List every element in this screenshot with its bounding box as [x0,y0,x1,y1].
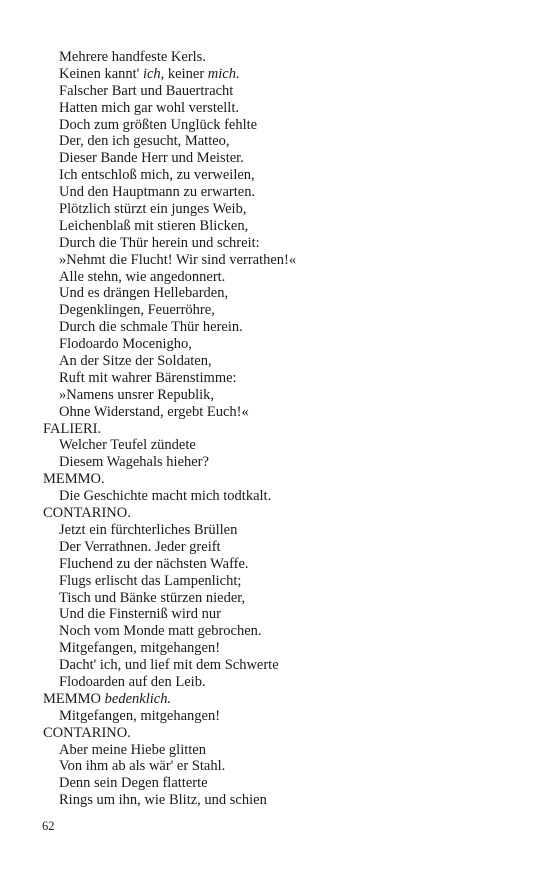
verse-line [43,218,523,235]
verse-line [43,133,523,150]
text-run: Welcher Teufel zündete [59,437,196,454]
text-run: Doch zum größten Unglück fehlte [59,116,258,133]
text-run: Alle stehn, wie angedonnert. [59,268,226,285]
text-run: Flugs erlischt das Lampenlicht; [59,572,242,589]
text-run: Mehrere handfeste Kerls. [59,49,206,65]
verse-line [43,590,523,607]
verse-line [43,100,523,117]
speaker-line [43,725,523,742]
verse-line [43,252,523,269]
text-run: keiner [164,65,208,82]
verse-line [43,556,523,573]
verse-line [43,488,523,505]
text-run: Durch die Thür herein und schreit: [59,234,260,251]
speaker-line [43,471,523,488]
text-run: Aber meine Hiebe glitten [59,741,206,758]
text-run: CONTARINO. [43,505,131,522]
text-run: Mitgefangen, mitgehangen! [59,640,221,657]
text-run: Jetzt ein fürchterliches Brüllen [59,521,238,538]
text-run: Keinen kannt' [59,65,143,82]
text-run: Tisch und Bänke stürzen nieder, [59,589,246,606]
text-run: Und die Finsterniß wird nur [59,606,221,623]
verse-line [43,370,523,387]
verse-line [43,539,523,556]
verse-line [43,775,523,792]
text-run: Noch vom Monde matt gebrochen. [59,623,262,640]
verse-line [43,83,523,100]
verse-line [43,640,523,657]
verse-line [43,758,523,775]
verse-line [43,49,523,66]
text-run: Ruft mit wahrer Bärenstimme: [59,369,237,386]
verse-line [43,522,523,539]
italic-text: mich. [207,65,240,82]
verse-line [43,117,523,134]
italic-text: bedenklich. [104,690,172,707]
text-run: Durch die schmale Thür herein. [59,319,243,336]
text-run: Flodoarden auf den Leib. [59,673,206,690]
text-run: Fluchend zu der nächsten Waffe. [59,555,249,572]
verse-line [43,353,523,370]
verse-line [43,319,523,336]
text-run: Falscher Bart und Bauertracht [59,82,234,99]
text-run: Der, den ich gesucht, Matteo, [59,133,230,150]
text-run: MEMMO [43,690,105,707]
verse-line [43,285,523,302]
verse-line [43,742,523,759]
text-run: An der Sitze der Soldaten, [59,353,212,370]
verse-line [43,184,523,201]
verse-line [43,235,523,252]
verse-line [43,302,523,319]
text-run: Und den Hauptmann zu erwarten. [59,184,256,201]
text-run: FALIERI. [43,420,102,437]
verse-line [43,336,523,353]
text-run: Diesem Wagehals hieher? [59,454,209,471]
text-run: Von ihm ab als wär' er Stahl. [59,758,226,775]
verse-line [43,404,523,421]
speaker-line [43,691,523,708]
verse-line [43,792,523,809]
text-run: Rings um ihn, wie Blitz, und schien [59,792,267,809]
text-run: Mitgefangen, mitgehangen! [59,707,221,724]
verse-line [43,657,523,674]
verse-line [43,201,523,218]
text-run: »Nehmt die Flucht! Wir sind verrathen!« [59,251,297,268]
text-run: Die Geschichte macht mich todtkalt. [59,488,272,505]
verse-line [43,437,523,454]
speaker-line [43,505,523,522]
text-run: Der Verrathnen. Jeder greift [59,538,221,555]
text-run: Ich entschloß mich, zu verweilen, [59,167,255,184]
text-run: Dacht' ich, und lief mit dem Schwerte [59,657,279,674]
speaker-line [43,421,523,438]
verse-line [43,708,523,725]
italic-text: ich, [142,65,165,82]
text-run: Ohne Widerstand, ergebt Euch!« [59,403,249,420]
text-run: CONTARINO. [43,724,131,741]
text-run: Hatten mich gar wohl verstellt. [59,99,239,116]
text-run: Leichenblaß mit stieren Blicken, [59,217,249,234]
text-run: Flodoardo Mocenigho, [59,336,192,353]
verse-line [43,674,523,691]
verse-line [43,66,523,83]
verse-line [43,167,523,184]
page-number: 62 [42,819,55,833]
verse-line [43,623,523,640]
text-run: Denn sein Degen flatterte [59,775,208,792]
verse-line [43,269,523,286]
verse-line [43,573,523,590]
text-run: Plötzlich stürzt ein junges Weib, [59,201,247,218]
text-run: MEMMO. [43,471,105,488]
text-run: Und es drängen Hellebarden, [59,285,229,302]
verse-line [43,150,523,167]
text-run: Dieser Bande Herr und Meister. [59,150,244,167]
verse-line [43,454,523,471]
verse-line [43,387,523,404]
text-run: »Namens unsrer Republik, [59,386,215,403]
verse-line [43,606,523,623]
text-run: Degenklingen, Feuerröhre, [59,302,215,319]
play-text [43,49,523,809]
